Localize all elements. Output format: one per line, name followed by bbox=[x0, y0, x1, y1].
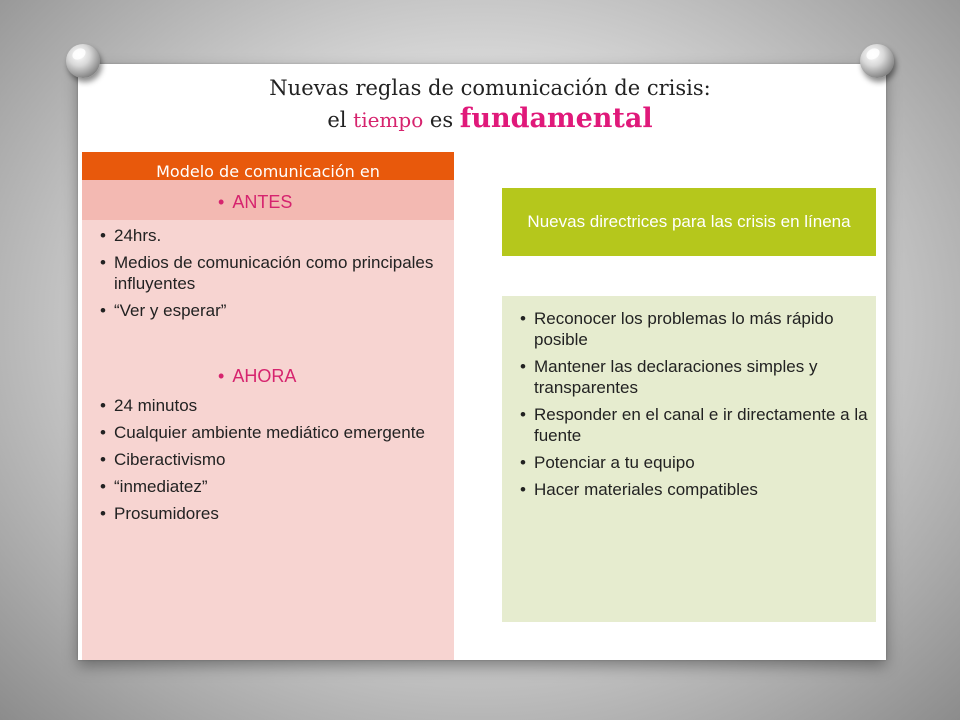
list-item: • Reconocer los problemas lo más rápido posible bbox=[520, 308, 868, 350]
list-item: • Potenciar a tu equipo bbox=[520, 452, 868, 473]
list-item: • 24 minutos bbox=[100, 395, 450, 416]
list-item: • Hacer materiales compatibles bbox=[520, 479, 868, 500]
list-item: • Ciberactivismo bbox=[100, 449, 450, 470]
antes-label: ANTES bbox=[232, 192, 293, 212]
title-prefix: el bbox=[327, 108, 354, 132]
antes-heading: • ANTES bbox=[218, 192, 293, 212]
pushpin-icon bbox=[860, 44, 894, 78]
guidelines-header: Nuevas directrices para las crisis en línena bbox=[502, 188, 876, 256]
list-item: • Prosumidores bbox=[100, 503, 450, 524]
list-item: • “Ver y esperar” bbox=[100, 300, 450, 321]
title-mid: es bbox=[423, 108, 460, 132]
title-line-1: Nuevas reglas de comunicación de crisis: bbox=[269, 76, 711, 100]
title-tiempo: tiempo bbox=[353, 108, 424, 132]
slide-title bbox=[200, 74, 780, 137]
list-item: • 24hrs. bbox=[100, 225, 450, 246]
title-line-2 bbox=[200, 102, 780, 137]
list-item: • Medios de comunicación como principales influyentes bbox=[100, 252, 450, 294]
title-fundamental: fundamental bbox=[459, 103, 653, 134]
list-item: • Cualquier ambiente mediático emergente bbox=[100, 422, 450, 443]
ahora-label: AHORA bbox=[232, 366, 297, 386]
list-item: • Mantener las declaraciones simples y transparentes bbox=[520, 356, 868, 398]
list-item: • Responder en el canal e ir directamente a la fuente bbox=[520, 404, 868, 446]
ahora-list bbox=[100, 395, 450, 530]
antes-list bbox=[100, 225, 450, 327]
guidelines-panel bbox=[502, 296, 876, 622]
communication-model-panel bbox=[82, 152, 454, 660]
list-item: • “inmediatez” bbox=[100, 476, 450, 497]
ahora-heading: • AHORA bbox=[218, 366, 297, 386]
pushpin-icon bbox=[66, 44, 100, 78]
model-header: Modelo de comunicación en bbox=[82, 152, 454, 180]
guidelines-list bbox=[520, 308, 868, 506]
